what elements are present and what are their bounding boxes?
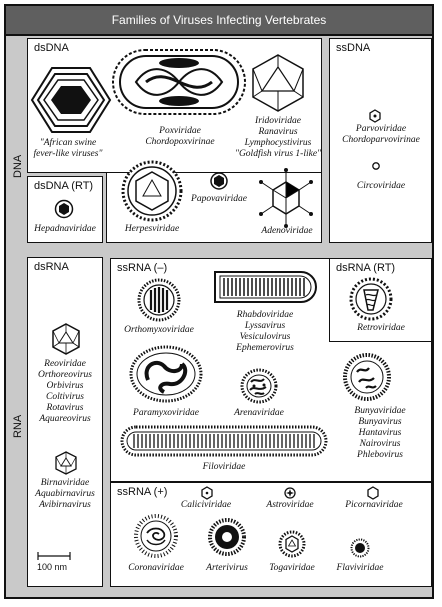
papovavirus-virion-icon — [210, 172, 228, 190]
picornavirus-virion-icon — [367, 487, 379, 499]
dsdna-box-title: dsDNA — [34, 42, 69, 54]
bunyaviridae-label: Bunyaviridae Bunyavirus Hantavirus Nairovirus Phlebovirus — [354, 406, 406, 460]
arterivirus-virion-icon — [207, 517, 247, 557]
orthomyxoviridae-label: Orthomyxoviridae — [124, 325, 194, 335]
adenoviridae-label: Adenoviridae — [261, 226, 313, 236]
parvoviridae-label: Parvoviridae Chordoparvovirinae — [342, 124, 420, 145]
rna-section-label: RNA — [12, 414, 24, 438]
retrovirus-virion-icon — [349, 277, 393, 321]
astrovirus-virion-icon — [284, 487, 296, 499]
herpesviridae-label: Herpesviridae — [124, 224, 180, 234]
papovaviridae-label: Papovaviridae — [191, 194, 247, 204]
ssrna-neg-box-title: ssRNA (–) — [117, 262, 168, 274]
reovirus-virion-icon — [51, 323, 81, 355]
rhabdoviridae-label: Rhabdoviridae Lyssavirus Vesiculovirus Ephemerovirus — [236, 310, 294, 353]
birnaviridae-label: Birnaviridae Aquabirnavirus Avibirnavirus — [35, 478, 95, 510]
circovirus-virion-icon — [372, 162, 380, 170]
paramyxoviridae-label: Paramyxoviridae — [133, 408, 199, 418]
ssdna-box-title: ssDNA — [336, 42, 371, 54]
retroviridae-label: Retroviridae — [357, 323, 405, 333]
rhabdovirus-virion-icon — [212, 268, 320, 306]
coronavirus-virion-icon — [133, 513, 179, 559]
figure-title: Families of Viruses Infecting Vertebrates — [6, 6, 432, 36]
ssrna-pos-box-title: ssRNA (+) — [117, 486, 168, 498]
hepadnaviridae-label: Hepadnaviridae — [34, 224, 96, 234]
dsrna-rt-box-title: dsRNA (RT) — [336, 262, 396, 274]
circoviridae-label: Circoviridae — [356, 181, 406, 191]
adenovirus-virion-icon — [255, 168, 317, 228]
iridoviridae-label: Iridoviridae Ranavirus Lymphocystivirus "Goldfish virus 1-like" — [234, 116, 322, 159]
poxvirus-virion-icon — [110, 46, 248, 118]
african-swine-fever-label: "African swine fever-like viruses" — [33, 138, 103, 159]
hepadnavirus-virion-icon — [54, 199, 74, 219]
parvovirus-virion-icon — [369, 110, 381, 122]
picornaviridae-label: Picornaviridae — [345, 500, 403, 510]
togaviridae-label: Togaviridae — [269, 563, 315, 573]
caliciviridae-label: Caliciviridae — [180, 500, 232, 510]
iridovirus-virion-icon — [248, 53, 308, 113]
birnavirus-virion-icon — [54, 451, 78, 475]
togavirus-virion-icon — [278, 530, 306, 558]
reoviridae-label: Reoviridae Orthoreovirus Orbivirus Coltivirus Rotavirus Aquareovirus — [37, 359, 92, 424]
dna-section-label: DNA — [12, 154, 24, 178]
dsdna-rt-box-title: dsDNA (RT) — [34, 180, 94, 192]
african-swine-fever-virion-icon — [30, 66, 112, 134]
astroviridae-label: Astroviridae — [266, 500, 314, 510]
paramyxovirus-virion-icon — [128, 344, 204, 404]
bunyavirus-virion-icon — [342, 352, 392, 402]
flavivirus-virion-icon — [350, 538, 370, 558]
arterivirus-label: Arterivirus — [206, 563, 248, 573]
scale-bar-label: 100 nm — [37, 562, 68, 572]
orthomyxovirus-virion-icon — [137, 278, 181, 322]
scale-bar-icon — [37, 550, 71, 562]
arenavirus-virion-icon — [240, 368, 278, 404]
coronaviridae-label: Coronaviridae — [128, 563, 184, 573]
herpesvirus-virion-icon — [121, 160, 183, 222]
poxviridae-label: Poxviridae Chordopoxvirinae — [145, 126, 215, 147]
dsrna-box-title: dsRNA — [34, 261, 69, 273]
calicivirus-virion-icon — [201, 487, 213, 499]
filovirus-virion-icon — [120, 424, 328, 458]
arenaviridae-label: Arenaviridae — [234, 408, 284, 418]
filoviridae-label: Filoviridae — [202, 462, 246, 472]
flaviviridae-label: Flaviviridae — [336, 563, 384, 573]
